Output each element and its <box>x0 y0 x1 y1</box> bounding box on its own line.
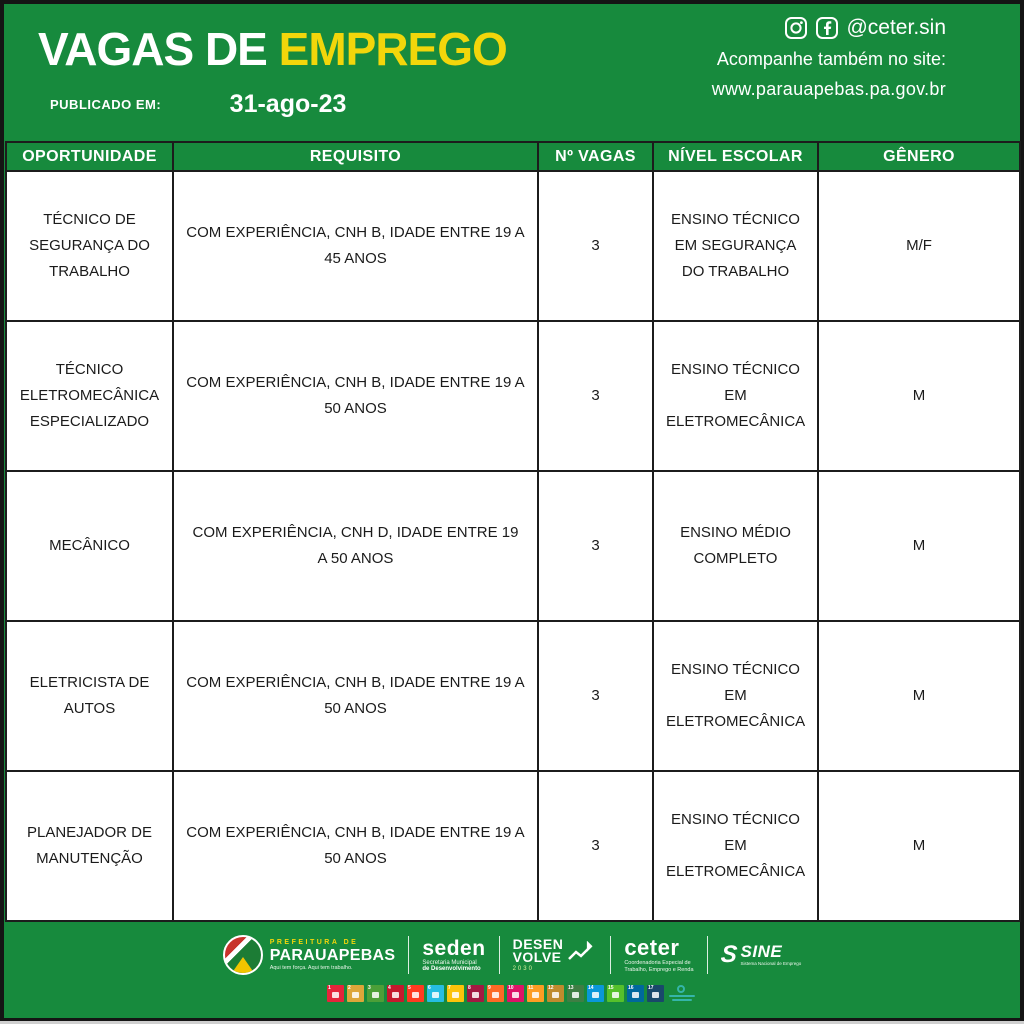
divider <box>707 936 708 974</box>
cell-requisito: COM EXPERIÊNCIA, CNH B, IDADE ENTRE 19 A 50 ANOS <box>173 621 538 771</box>
cell-vagas: 3 <box>538 621 653 771</box>
cell-requisito: COM EXPERIÊNCIA, CNH B, IDADE ENTRE 19 A 50 ANOS <box>173 321 538 471</box>
cell-vagas: 3 <box>538 471 653 621</box>
sine-subtitle: Sistema Nacional de Emprego <box>740 961 802 967</box>
title-white: VAGAS DE <box>38 23 279 75</box>
parauapebas-badge-icon <box>223 935 263 975</box>
published-row <box>50 90 470 119</box>
published-date: 31-ago-23 <box>229 90 347 118</box>
cell-oportunidade: PLANEJADOR DE MANUTENÇÃO <box>6 771 173 921</box>
vacancies-table <box>5 141 1021 922</box>
sdg-goal-10-icon: 10 <box>507 985 524 1002</box>
column-header-vagas: Nº VAGAS <box>538 142 653 171</box>
sdg-goal-15-icon: 15 <box>607 985 624 1002</box>
sdg-goal-11-icon: 11 <box>527 985 544 1002</box>
cell-oportunidade: TÉCNICO DE SEGURANÇA DO TRABALHO <box>6 171 173 321</box>
sdg-goal-5-icon: 5 <box>407 985 424 1002</box>
desenvolve-logo <box>512 935 598 973</box>
cell-genero: M <box>818 621 1020 771</box>
facebook-icon <box>815 16 839 40</box>
sdg-goal-3-icon: 3 <box>367 985 384 1002</box>
prefeitura-logo <box>223 935 396 975</box>
flyer-panel <box>4 4 1020 1018</box>
sdg-strip <box>4 985 1020 1002</box>
cell-vagas: 3 <box>538 771 653 921</box>
sdg-goal-2-icon: 2 <box>347 985 364 1002</box>
cell-genero: M <box>818 771 1020 921</box>
cell-vagas: 3 <box>538 171 653 321</box>
title-yellow: EMPREGO <box>278 23 507 75</box>
cell-nivel-escolar: ENSINO MÉDIO COMPLETO <box>653 471 818 621</box>
header <box>4 4 1020 141</box>
footer <box>4 920 1020 1018</box>
cell-nivel-escolar: ENSINO TÉCNICO EM ELETROMECÂNICA <box>653 621 818 771</box>
seden-subtitle-1: Secretaria Municipal <box>422 959 477 966</box>
column-header-oportunidade: OPORTUNIDADE <box>6 142 173 171</box>
social-line <box>784 16 946 40</box>
table-row-1 <box>6 171 1020 321</box>
sdg-goal-9-icon: 9 <box>487 985 504 1002</box>
table-row-2 <box>6 321 1020 471</box>
cell-nivel-escolar: ENSINO TÉCNICO EM ELETROMECÂNICA <box>653 771 818 921</box>
sine-logo <box>721 941 802 969</box>
published-label: PUBLICADO EM: <box>50 97 162 112</box>
cell-vagas: 3 <box>538 321 653 471</box>
cell-requisito: COM EXPERIÊNCIA, CNH B, IDADE ENTRE 19 A 50 ANOS <box>173 771 538 921</box>
page-title <box>38 22 507 76</box>
column-header-genero: GÊNERO <box>818 142 1020 171</box>
social-block <box>712 16 946 100</box>
table-row-4 <box>6 621 1020 771</box>
divider <box>408 936 409 974</box>
cell-requisito: COM EXPERIÊNCIA, CNH D, IDADE ENTRE 19 A 50 ANOS <box>173 471 538 621</box>
seden-subtitle-2: de Desenvolvimento <box>422 966 481 973</box>
table-row-3 <box>6 471 1020 621</box>
desenvolve-line2: VOLVE <box>512 949 562 965</box>
desenvolve-line1: DESEN <box>512 935 564 952</box>
footer-logos <box>4 920 1020 975</box>
sdg-wheel-logo <box>667 985 697 1002</box>
cell-nivel-escolar: ENSINO TÉCNICO EM ELETROMECÂNICA <box>653 321 818 471</box>
social-handle: @ceter.sin <box>846 16 946 39</box>
cell-requisito: COM EXPERIÊNCIA, CNH B, IDADE ENTRE 19 A 45 ANOS <box>173 171 538 321</box>
sdg-goal-16-icon: 16 <box>627 985 644 1002</box>
column-header-requisito: REQUISITO <box>173 142 538 171</box>
sdg-goal-4-icon: 4 <box>387 985 404 1002</box>
growth-arrow-icon <box>567 941 597 970</box>
cell-genero: M <box>818 471 1020 621</box>
prefeitura-tagline: Aqui tem força. Aqui tem trabalho. <box>269 964 353 971</box>
sine-name: SINE <box>740 942 783 962</box>
table-header-row <box>6 142 1020 171</box>
cell-genero: M/F <box>818 171 1020 321</box>
sdg-goal-17-icon: 17 <box>647 985 664 1002</box>
desenvolve-year: 2030 <box>512 966 534 973</box>
ceter-subtitle-2: Trabalho, Emprego e Renda <box>624 967 694 973</box>
website-url: www.parauapebas.pa.gov.br <box>711 79 946 99</box>
prefeitura-name: PARAUAPEBAS <box>269 947 396 965</box>
sdg-goal-7-icon: 7 <box>447 985 464 1002</box>
ceter-subtitle-1: Coordenadoria Especial de <box>624 959 691 966</box>
seden-logo <box>422 938 485 973</box>
follow-text: Acompanhe também no site: <box>716 49 946 69</box>
cell-oportunidade: ELETRICISTA DE AUTOS <box>6 621 173 771</box>
column-header-nivel-escolar: NÍVEL ESCOLAR <box>653 142 818 171</box>
sdg-goal-13-icon: 13 <box>567 985 584 1002</box>
cell-genero: M <box>818 321 1020 471</box>
seden-name: seden <box>422 936 486 960</box>
table-row-5 <box>6 771 1020 921</box>
sdg-goal-6-icon: 6 <box>427 985 444 1002</box>
instagram-icon <box>784 16 808 40</box>
prefeitura-text <box>270 939 396 970</box>
cell-oportunidade: MECÂNICO <box>6 471 173 621</box>
sdg-goal-12-icon: 12 <box>547 985 564 1002</box>
cell-nivel-escolar: ENSINO TÉCNICO EM SEGURANÇA DO TRABALHO <box>653 171 818 321</box>
ceter-logo <box>624 934 694 974</box>
sdg-goal-8-icon: 8 <box>467 985 484 1002</box>
prefeitura-label: PREFEITURA DE <box>269 939 359 947</box>
cell-oportunidade: TÉCNICO ELETROMECÂNICA ESPECIALIZADO <box>6 321 173 471</box>
divider <box>499 936 500 974</box>
divider <box>610 936 611 974</box>
sdg-goal-14-icon: 14 <box>587 985 604 1002</box>
sine-s-icon: S <box>719 941 739 968</box>
sdg-goal-1-icon: 1 <box>327 985 344 1002</box>
ceter-name: ceter <box>624 934 680 960</box>
